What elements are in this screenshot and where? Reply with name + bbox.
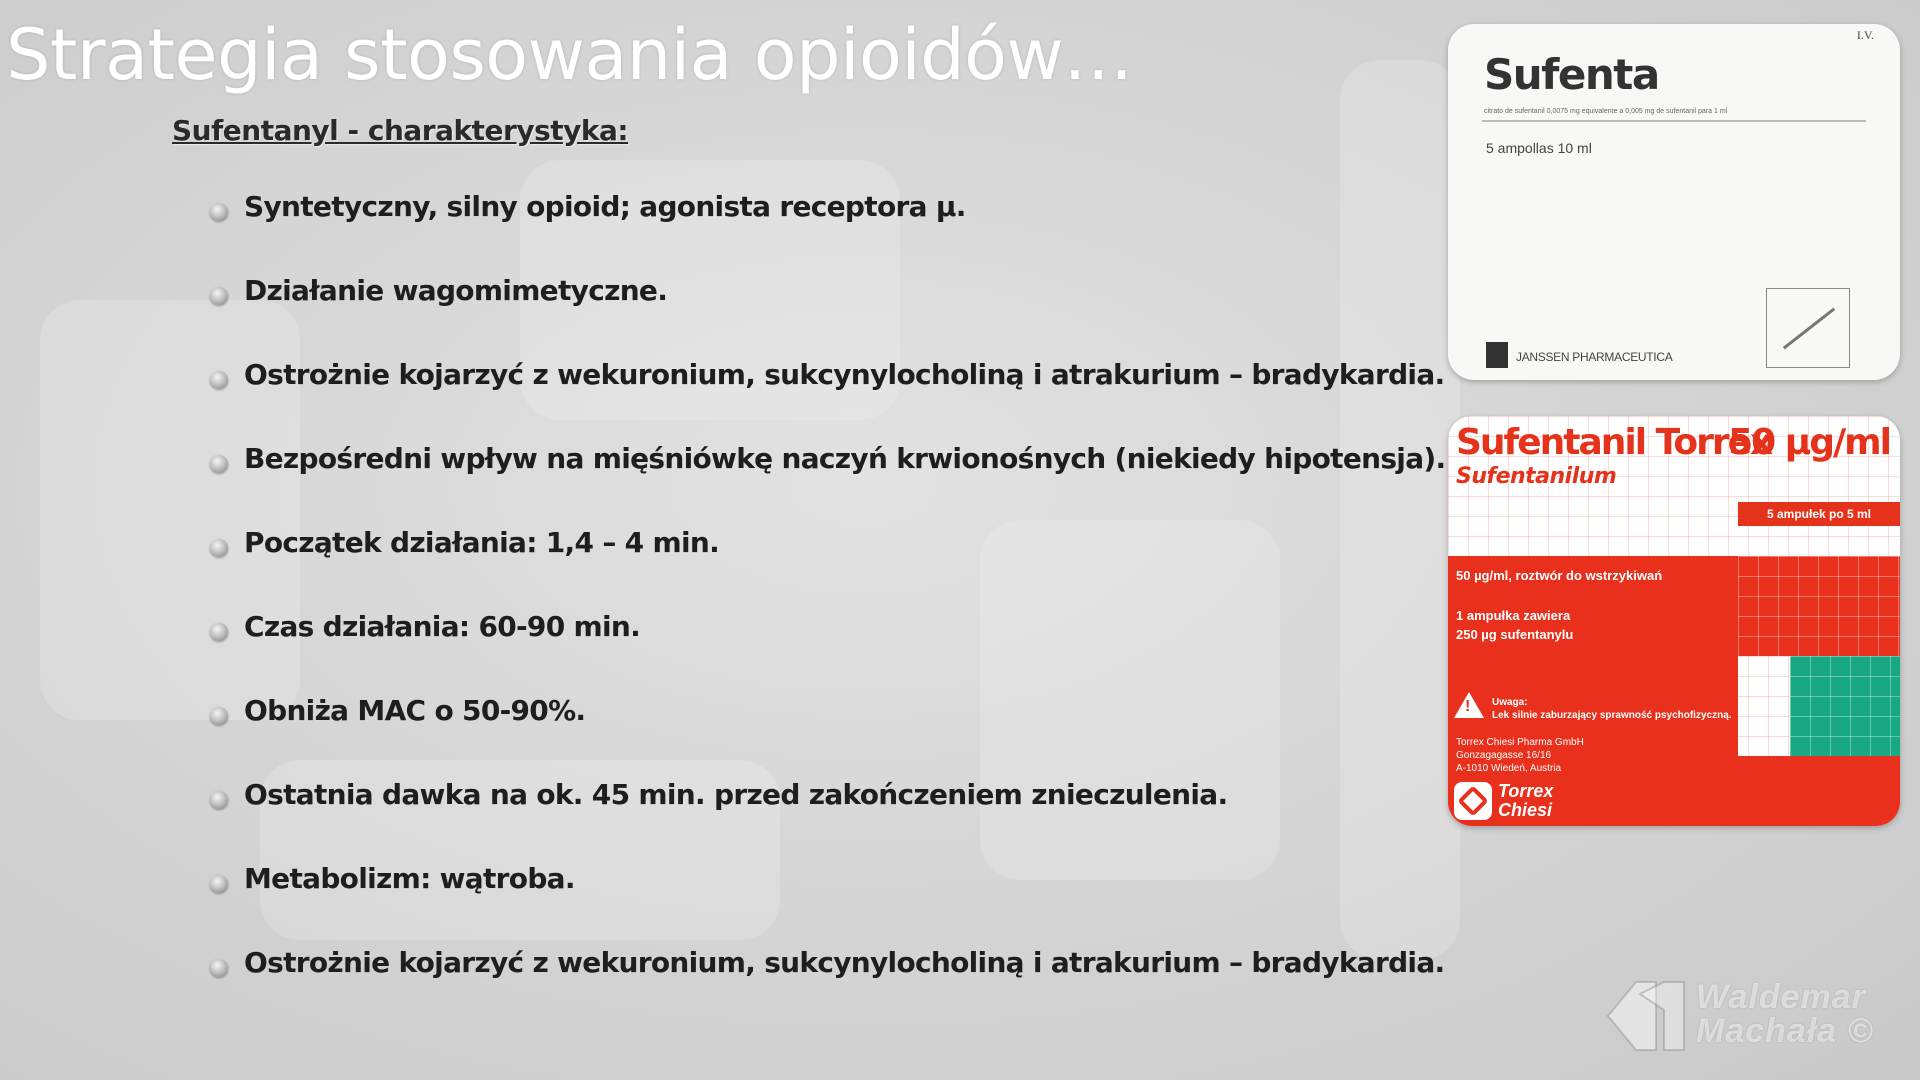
logo-line: Chiesi [1498, 800, 1553, 820]
bullet-icon [210, 959, 228, 977]
bullet-icon [210, 203, 228, 221]
torrex-form: 50 µg/ml, roztwór do wstrzykiwań [1456, 568, 1663, 583]
watermark-text [1696, 980, 1874, 1048]
bullet-text: Ostatnia dawka na ok. 45 min. przed zakończeniem znieczulenia. [244, 778, 1228, 811]
bullet-icon [210, 791, 228, 809]
contents-line: 250 µg sufentanylu [1456, 627, 1574, 642]
bullet-text: Obniża MAC o 50-90%. [244, 694, 586, 727]
watermark-logo-icon [1604, 974, 1688, 1058]
warning-icon [1454, 692, 1484, 718]
bullet-item [210, 610, 1445, 694]
bullet-item [210, 694, 1445, 778]
janssen-logo-icon [1486, 342, 1508, 368]
bullet-icon [210, 707, 228, 725]
sufenta-package-image [1448, 24, 1900, 380]
watermark-line: Waldemar [1696, 978, 1866, 1016]
torrex-concentration: 50 µg/ml [1728, 422, 1890, 463]
sufenta-fine-print: citrato de sufentanil 0,0075 mg equivalente a 0,005 mg de sufentanil para 1 ml [1484, 108, 1728, 115]
bullet-text: Syntetyczny, silny opioid; agonista receptora µ. [244, 190, 966, 223]
torrex-package-image [1448, 416, 1900, 826]
warning-text: Lek silnie zaburzający sprawność psychofizyczną. [1492, 710, 1732, 721]
bullet-text: Bezpośredni wpływ na mięśniówkę naczyń krwionośnych (niekiedy hipotensja). [244, 442, 1446, 475]
bullet-text: Metabolizm: wątroba. [244, 862, 575, 895]
bullet-item [210, 778, 1445, 862]
sufenta-ampoules: 5 ampollas 10 ml [1486, 140, 1592, 156]
bullet-item [210, 862, 1445, 946]
bullet-item [210, 190, 1445, 274]
maker-line: Gonzagagasse 16/16 [1456, 750, 1552, 761]
red-bottom-panel [1738, 756, 1900, 826]
author-watermark [1604, 970, 1904, 1060]
bullet-icon [210, 287, 228, 305]
divider [1482, 120, 1866, 122]
bullet-text: Ostrożnie kojarzyć z wekuronium, sukcynylocholiną i atrakurium – bradykardia. [244, 946, 1445, 979]
slide-title: Strategia stosowania opioidów… [6, 14, 1133, 96]
torrex-pack: 5 ampułek po 5 ml [1738, 502, 1900, 526]
sufenta-company: JANSSEN PHARMACEUTICA [1516, 350, 1673, 364]
bullet-icon [210, 455, 228, 473]
red-panel [1448, 556, 1738, 826]
warning-title: Uwaga: [1492, 697, 1528, 708]
slide-subtitle: Sufentanyl - charakterystyka: [172, 114, 629, 147]
bullet-text: Działanie wagomimetyczne. [244, 274, 668, 307]
torrex-contents [1456, 606, 1573, 644]
bullet-text: Czas działania: 60-90 min. [244, 610, 641, 643]
route-label: I.V. [1856, 28, 1874, 42]
bullet-item [210, 526, 1445, 610]
torrex-logo-text [1498, 782, 1553, 820]
red-grid-panel [1738, 556, 1900, 656]
torrex-warning [1492, 696, 1732, 722]
bullet-icon [210, 371, 228, 389]
bullet-item [210, 946, 1445, 1030]
bullet-icon [210, 539, 228, 557]
bullet-text: Ostrożnie kojarzyć z wekuronium, sukcynylocholiną i atrakurium – bradykardia. [244, 358, 1445, 391]
sufenta-brand: Sufenta [1484, 50, 1659, 99]
torrex-latin-name: Sufentanilum [1456, 464, 1617, 489]
green-grid-panel [1790, 656, 1900, 756]
bullet-item [210, 442, 1445, 526]
torrex-logo-icon [1454, 782, 1492, 820]
maker-line: Torrex Chiesi Pharma GmbH [1456, 737, 1584, 748]
bullet-text: Początek działania: 1,4 – 4 min. [244, 526, 720, 559]
logo-line: Torrex [1498, 781, 1554, 801]
watermark-line: Machała © [1696, 1012, 1874, 1050]
bullet-item [210, 358, 1445, 442]
bullet-icon [210, 623, 228, 641]
bullet-item [210, 274, 1445, 358]
bullet-icon [210, 875, 228, 893]
bullet-list [210, 190, 1445, 1030]
pictogram-icon [1766, 288, 1850, 368]
torrex-name: Sufentanil Torrex [1456, 422, 1772, 463]
torrex-maker [1456, 736, 1584, 775]
maker-line: A-1010 Wiedeń, Austria [1456, 763, 1562, 774]
contents-line: 1 ampułka zawiera [1456, 608, 1571, 623]
